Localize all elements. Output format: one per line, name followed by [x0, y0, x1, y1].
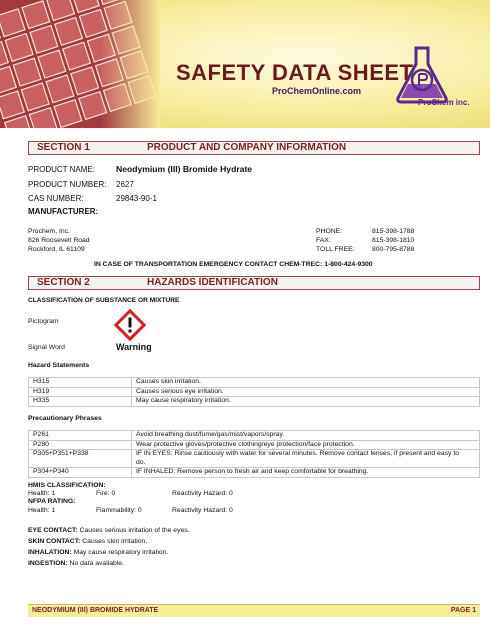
precaution-code: P280 [29, 440, 132, 450]
footer-page-number: PAGE 1 [450, 607, 476, 614]
hazard-code: H319 [29, 387, 132, 397]
section1-title: PRODUCT AND COMPANY INFORMATION [147, 142, 347, 153]
signal-word-value: Warning [116, 342, 152, 352]
website-url: ProChemOnline.com [272, 86, 362, 96]
emergency-contact: IN CASE OF TRANSPORTATION EMERGENCY CONTACT CHEM-TREC: 1-800-424-9300 [94, 261, 373, 268]
precaution-code: P305+P351+P338 [29, 450, 132, 468]
hazard-table [28, 377, 480, 407]
product-number-label: PRODUCT NUMBER: [28, 180, 107, 189]
fax-label: FAX: [316, 237, 331, 244]
ingestion-line [28, 560, 124, 567]
page-footer [28, 604, 480, 617]
cas-number-value: 29843-90-1 [116, 194, 157, 203]
hazard-code: H315 [29, 378, 132, 388]
hazard-text: Causes serious eye irritation. [132, 387, 480, 397]
hazard-text: Causes skin irritation. [132, 378, 480, 388]
table-row [29, 468, 480, 478]
company-name: Prochem, Inc. [28, 228, 70, 235]
signal-word-label: Signal Word [28, 344, 65, 351]
precaution-text-multiline [132, 450, 480, 468]
section2-number: SECTION 2 [37, 277, 90, 288]
precaution-heading: Precautionary Phrases [28, 415, 102, 422]
precaution-text: Avoid breathing dust/fume/gas/mist/vapors/spray. [132, 431, 480, 441]
hazard-heading: Hazard Statements [28, 362, 90, 369]
precaution-code: P304+P340 [29, 468, 132, 478]
manufacturer-label: MANUFACTURER: [28, 207, 99, 216]
nfpa-reactivity: Reactivity Hazard: 0 [172, 507, 233, 514]
nfpa-flammability: Flammability: 0 [96, 507, 142, 514]
header-banner [0, 0, 490, 128]
company-address-line2: Rockford, IL 61109 [28, 246, 85, 253]
tollfree-value: 800-795-8788 [372, 246, 415, 253]
flask-logo-icon [388, 44, 456, 104]
company-logo-text: ProChem inc. [418, 98, 470, 107]
table-row [29, 431, 480, 441]
pictogram-label: Pictogram [28, 318, 59, 325]
hmis-fire: Fire: 0 [96, 490, 116, 497]
precaution-code: P261 [29, 431, 132, 441]
table-row [29, 387, 480, 397]
table-row [29, 450, 480, 468]
skin-contact-line [28, 538, 147, 545]
inhalation-line [28, 549, 168, 556]
precaution-text: IF INHALED: Remove person to fresh air and keep comfortable for breathing. [132, 468, 480, 478]
cas-number-label: CAS NUMBER: [28, 194, 84, 203]
precaution-text-line1: IF IN EYES: Rinse cautiously with water for several minutes. Remove contact lenses, if present and easy to [136, 450, 459, 457]
table-row [29, 440, 480, 450]
eye-contact-line [28, 527, 190, 534]
exclamation-mark-icon [114, 309, 146, 341]
inhalation-text: May cause respiratory irritation. [73, 549, 169, 556]
inhalation-label: INHALATION: [28, 549, 72, 556]
hmis-heading: HMIS CLASSIFICATION: [28, 482, 106, 489]
hazard-text: May cause respiratory irritation. [132, 397, 480, 407]
nfpa-health: Health: 1 [28, 507, 56, 514]
section2-title: HAZARDS IDENTIFICATION [147, 277, 278, 288]
hazard-code: H335 [29, 397, 132, 407]
eye-contact-text: Causes serious irritation of the eyes. [79, 527, 190, 534]
company-address-line1: 826 Roosevelt Road [28, 237, 90, 244]
hmis-health: Health: 1 [28, 490, 56, 497]
document-title: SAFETY DATA SHEET [176, 60, 414, 85]
product-number-value: 2627 [116, 180, 134, 189]
section2-header [28, 276, 480, 290]
section1-number: SECTION 1 [37, 142, 90, 153]
periodic-tiles-image [0, 0, 160, 128]
fax-value: 815-398-1810 [372, 237, 415, 244]
precaution-table [28, 430, 480, 478]
section1-header [28, 141, 480, 155]
table-row [29, 378, 480, 388]
product-name-label: PRODUCT NAME: [28, 165, 95, 174]
tollfree-label: TOLL FREE: [316, 246, 355, 253]
phone-label: PHONE: [316, 228, 343, 235]
phone-value: 815-398-1788 [372, 228, 415, 235]
ingestion-text: No data available. [69, 560, 124, 567]
precaution-text-line2: do. [136, 458, 146, 466]
nfpa-heading: NFPA RATING: [28, 498, 76, 505]
skin-contact-label: SKIN CONTACT: [28, 538, 81, 545]
ingestion-label: INGESTION: [28, 560, 68, 567]
footer-product-name: NEODYMIUM (III) BROMIDE HYDRATE [32, 607, 159, 614]
classification-heading: CLASSIFICATION OF SUBSTANCE OR MIXTURE [28, 297, 180, 304]
precaution-text: Wear protective gloves/protective clothing/eye protection/face protection. [132, 440, 480, 450]
skin-contact-text: Causes skin irritation. [82, 538, 148, 545]
eye-contact-label: EYE CONTACT: [28, 527, 78, 534]
hmis-reactivity: Reactivity Hazard: 0 [172, 490, 233, 497]
table-row [29, 397, 480, 407]
product-name-value: Neodymium (III) Bromide Hydrate [116, 164, 253, 174]
